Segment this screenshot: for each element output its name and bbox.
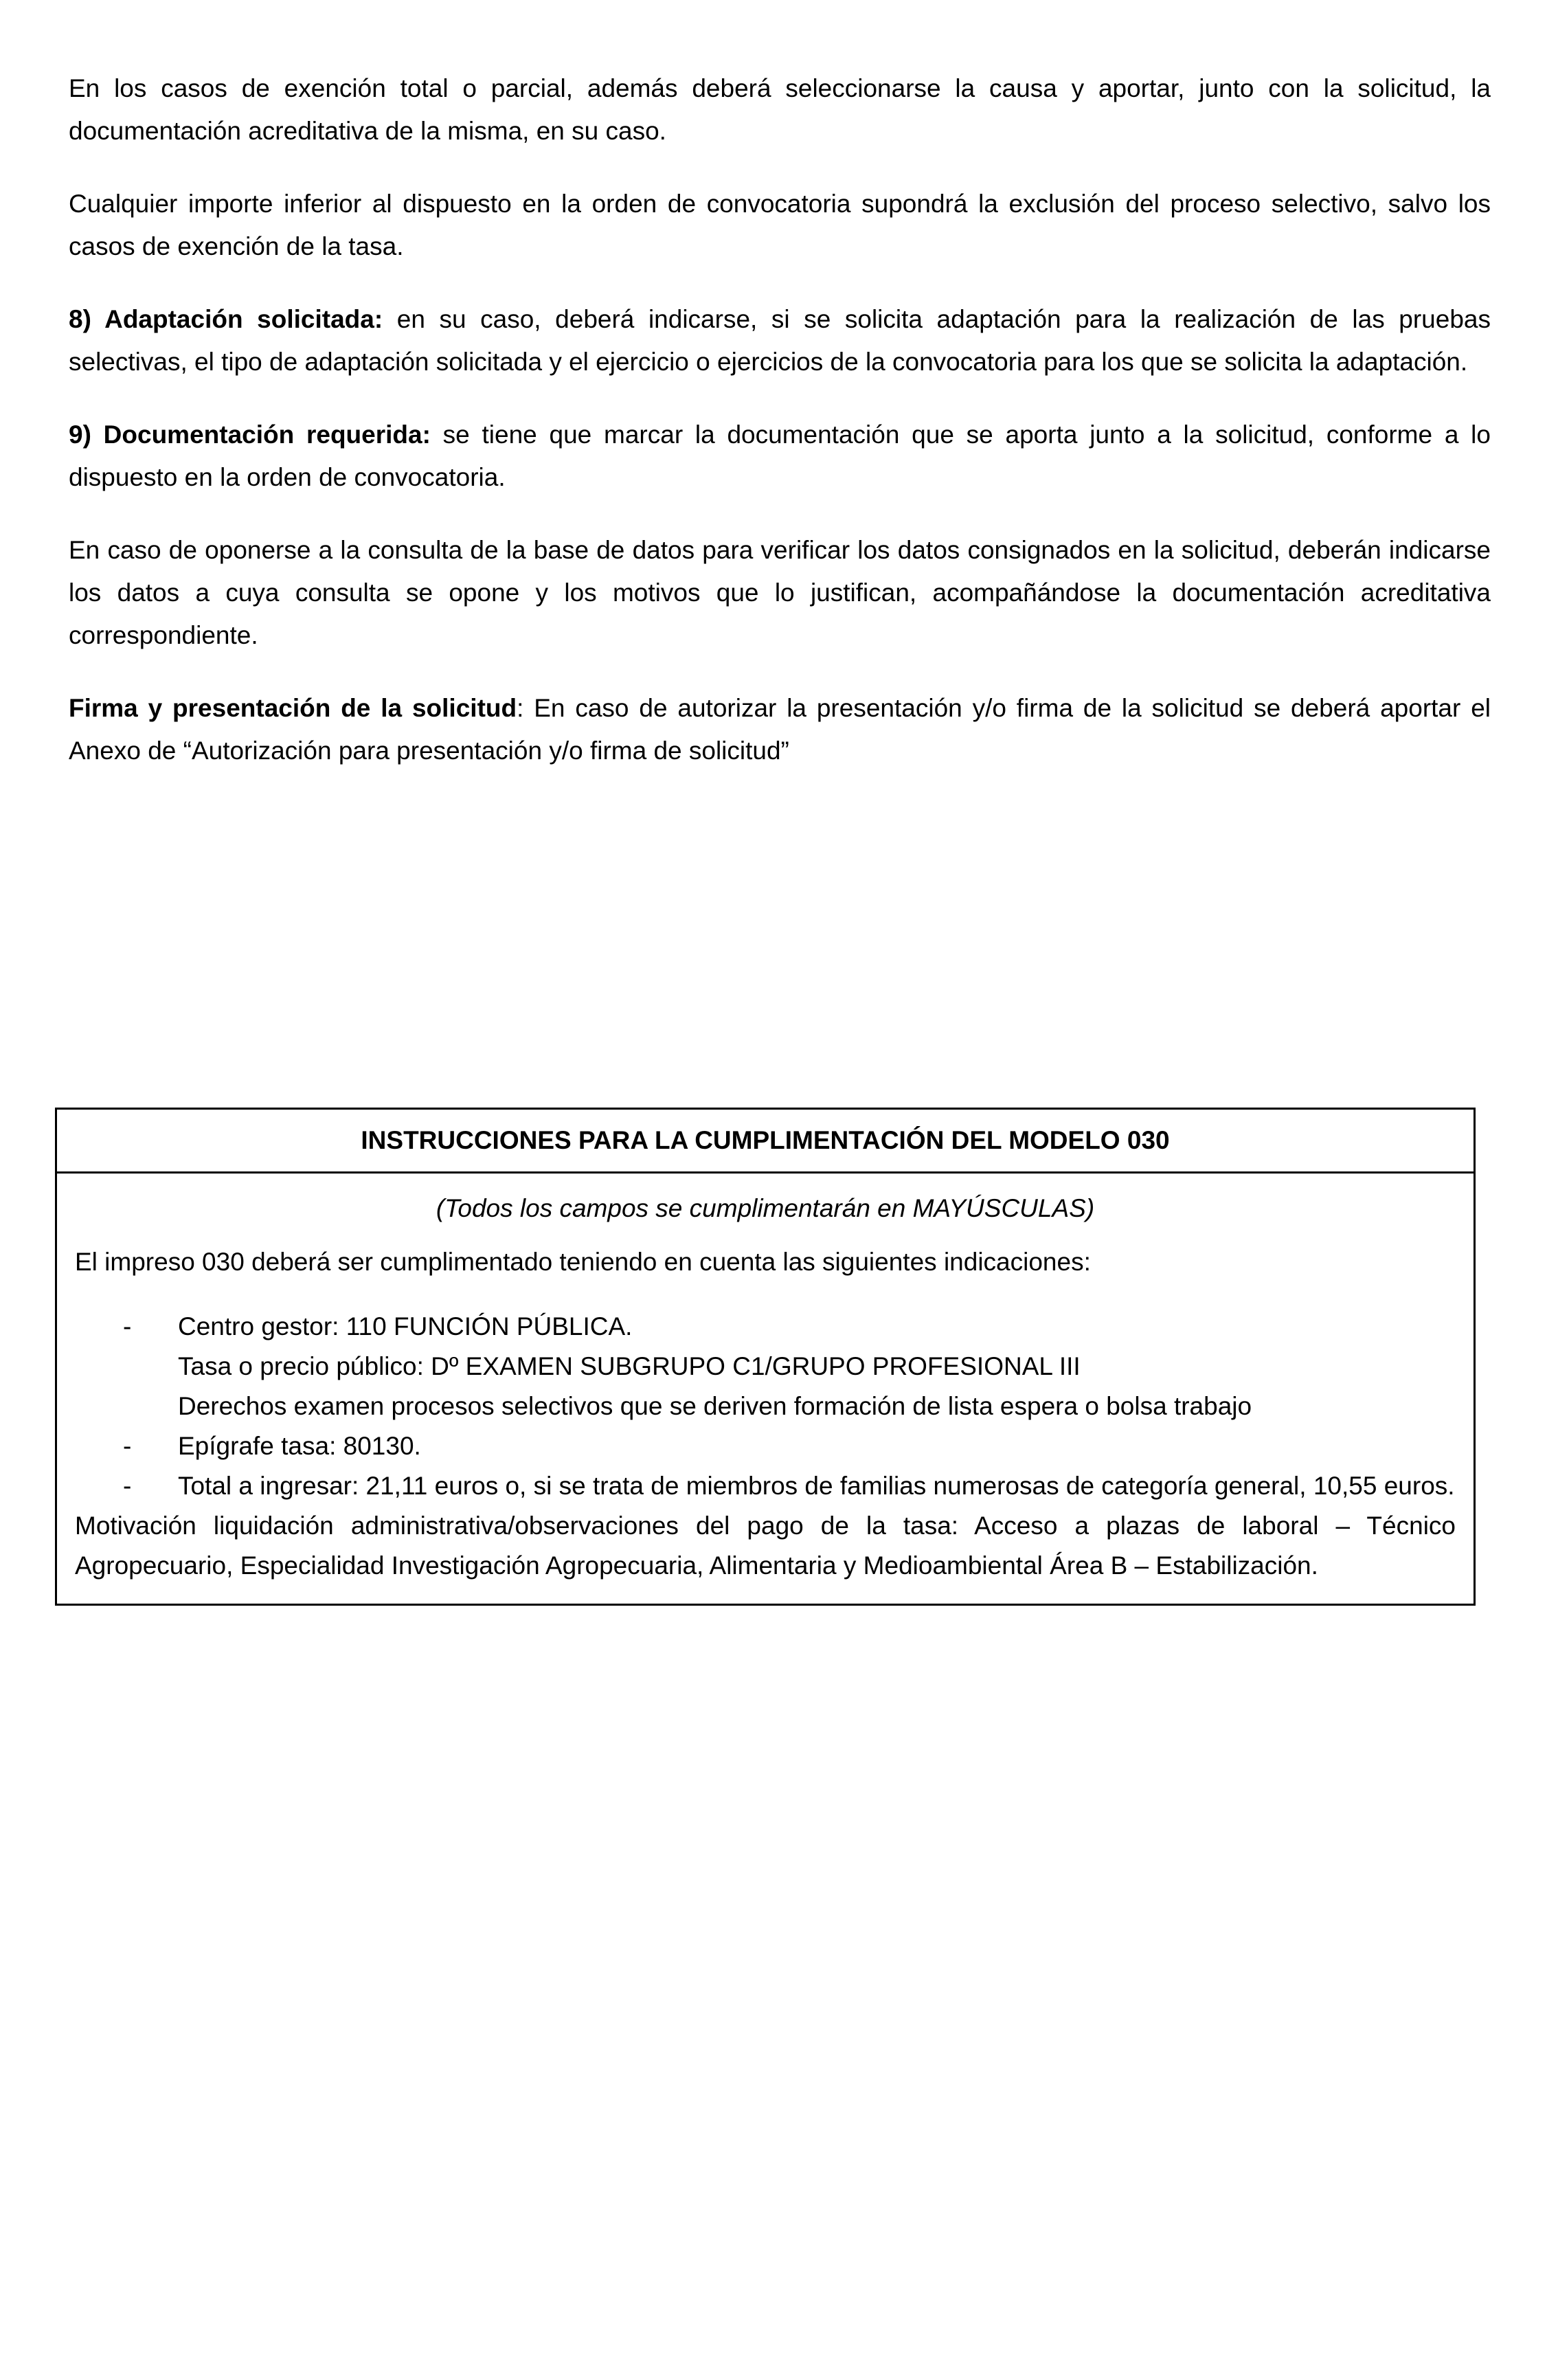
list-item-line: Total a ingresar: 21,11 euros o, si se trata de miembros de familias numerosas de categoría general, 10,55 euros. [178,1472,1455,1500]
document-body [69,67,1491,802]
bullet-dash: - [123,1432,132,1460]
list-item [75,1426,1456,1466]
list-item-line: Epígrafe tasa: 80130. [178,1432,421,1460]
paragraph-exemption-docs [69,67,1491,153]
paragraph-text: En los casos de exención total o parcial, además deberá seleccionarse la causa y aportar, junto con la solicitud, la documentación acreditativa de la misma, en su caso. [69,74,1491,145]
paragraph-text: : En caso de autorizar la presentación y/o firma de la solicitud se deberá aportar el Anexo de “Autorización para presentación y/o firma de solicitud” [69,694,1491,765]
bullet-dash: - [123,1312,132,1340]
instructions-bullet-list [75,1307,1456,1506]
paragraph-signature-presentation [69,687,1491,772]
list-item [75,1466,1456,1506]
paragraph-text: Cualquier importe inferior al dispuesto en la orden de convocatoria supondrá la exclusión del proceso selectivo, salvo los casos de exención de la tasa. [69,190,1491,260]
list-item-line: Derechos examen procesos selectivos que se deriven formación de lista espera o bolsa trabajo [178,1392,1252,1420]
list-item [75,1307,1456,1426]
paragraph-text: se tiene que marcar la documentación que se aporta junto a la solicitud, conforme a lo dispuesto en la orden de convocatoria. [69,420,1491,491]
bullet-dash: - [123,1472,132,1500]
instructions-intro: El impreso 030 deberá ser cumplimentado teniendo en cuenta las siguientes indicaciones: [75,1248,1091,1276]
list-item-content [178,1466,1456,1506]
instructions-box [55,1108,1476,1606]
paragraph-lead: Firma y presentación de la solicitud [69,694,517,722]
instructions-subtitle: (Todos los campos se cumplimentarán en MAYÚSCULAS) [436,1194,1095,1222]
instructions-box-title: INSTRUCCIONES PARA LA CUMPLIMENTACIÓN DEL MODELO 030 [57,1110,1474,1174]
paragraph-database-opposition [69,529,1491,657]
paragraph-text: en su caso, deberá indicarse, si se solicita adaptación para la realización de las pruebas selectivas, el tipo de adaptación solicitada y el ejercicio o ejercicios de la convocatoria para los que se solicita la adaptación. [69,305,1491,376]
instructions-box-body [57,1174,1474,1604]
paragraph-lead: 9) Documentación requerida: [69,420,431,449]
list-item-content [178,1426,1456,1466]
paragraph-lead: 8) Adaptación solicitada: [69,305,383,333]
list-item-content [178,1307,1456,1426]
paragraph-lower-amount [69,183,1491,268]
paragraph-adaptation-requested [69,298,1491,383]
paragraph-text: En caso de oponerse a la consulta de la base de datos para verificar los datos consignados en la solicitud, deberán indicarse los datos a cuya consulta se opone y los motivos que lo justifican, acompañándose la documentación acreditativa correspondiente. [69,536,1491,649]
list-item-line: Centro gestor: 110 FUNCIÓN PÚBLICA. [178,1312,633,1340]
paragraph-required-documentation [69,414,1491,499]
instructions-footer: Motivación liquidación administrativa/observaciones del pago de la tasa: Acceso a plazas de laboral – Técnico Agropecuario, Especialidad Investigación Agropecuaria, Alimentaria y Medioambiental Área B – Estabilización. [75,1512,1456,1580]
list-item-line: Tasa o precio público: Dº EXAMEN SUBGRUPO C1/GRUPO PROFESIONAL III [178,1352,1081,1380]
